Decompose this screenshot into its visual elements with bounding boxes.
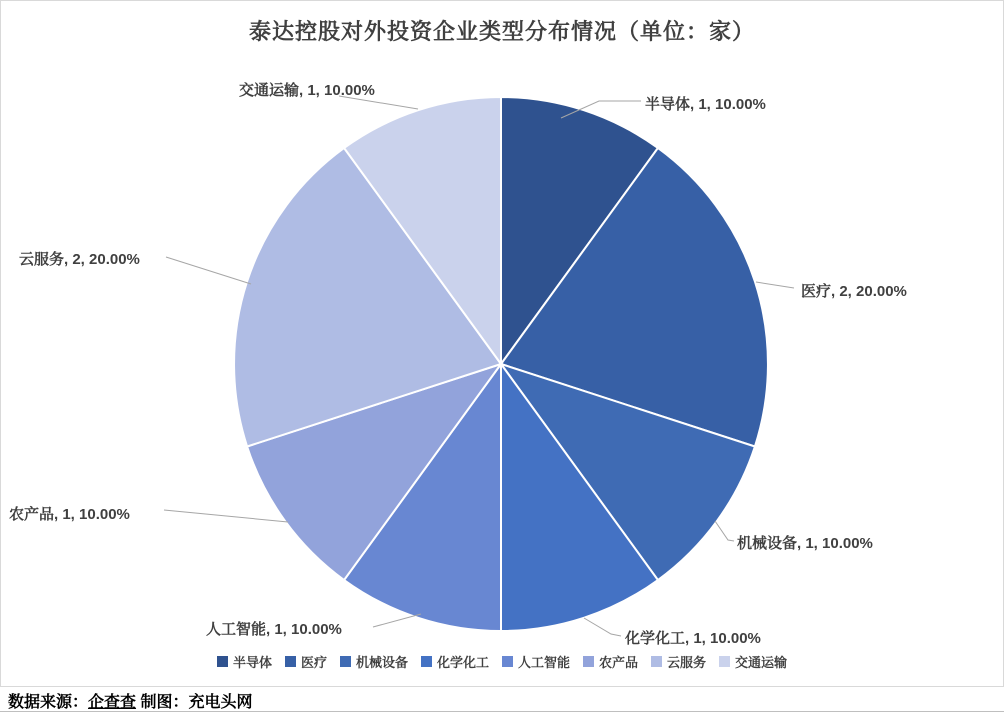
slice-label-6: 农产品, 1, 10.00% [9,506,130,523]
legend-label: 机械设备 [355,655,408,670]
leader-line-2 [756,282,794,288]
legend-item-1 [217,652,272,671]
chart-title: 泰达控股对外投资企业类型分布情况（单位：家） [248,19,755,44]
slice-label-8: 交通运输, 1, 10.00% [239,82,375,99]
slice-label-5: 人工智能, 1, 10.00% [206,621,342,638]
legend-item-7 [651,652,706,671]
legend-item-2 [285,652,327,671]
legend-label: 化学化工 [436,655,489,670]
bottom-divider [0,711,1004,712]
slice-label-2: 医疗, 2, 20.00% [801,283,907,300]
footer-source-prefix: 数据来源： [8,693,89,711]
leader-line-3 [715,521,734,541]
pie-chart [1,1,1004,688]
legend-swatch-icon [421,656,432,667]
legend-swatch-icon [340,656,351,667]
footer-source-link[interactable]: 企查查 [88,693,137,711]
legend-swatch-icon [651,656,662,667]
legend-item-5 [502,652,570,671]
legend-label: 医疗 [300,655,327,670]
legend-label: 人工智能 [518,655,571,670]
slice-label-4: 化学化工, 1, 10.00% [625,630,761,647]
slice-label-3: 机械设备, 1, 10.00% [737,535,873,552]
legend [1,652,1003,671]
legend-swatch-icon [583,656,594,667]
legend-item-4 [421,652,489,671]
leader-line-7 [166,257,251,284]
legend-swatch-icon [217,656,228,667]
legend-label: 云服务 [667,655,707,670]
legend-item-3 [340,652,408,671]
leader-line-4 [584,618,621,636]
legend-swatch-icon [285,656,296,667]
legend-item-8 [719,652,787,671]
footer-credit: 制图：充电头网 [140,693,253,711]
legend-label: 交通运输 [735,655,788,670]
legend-item-6 [583,652,638,671]
footer [0,687,1004,713]
slice-label-7: 云服务, 2, 20.00% [19,251,140,268]
legend-swatch-icon [502,656,513,667]
leader-line-6 [164,510,288,522]
legend-label: 农产品 [599,655,639,670]
slice-label-1: 半导体, 1, 10.00% [645,96,766,113]
legend-swatch-icon [719,656,730,667]
legend-label: 半导体 [232,655,272,670]
leader-line-5 [373,614,421,627]
